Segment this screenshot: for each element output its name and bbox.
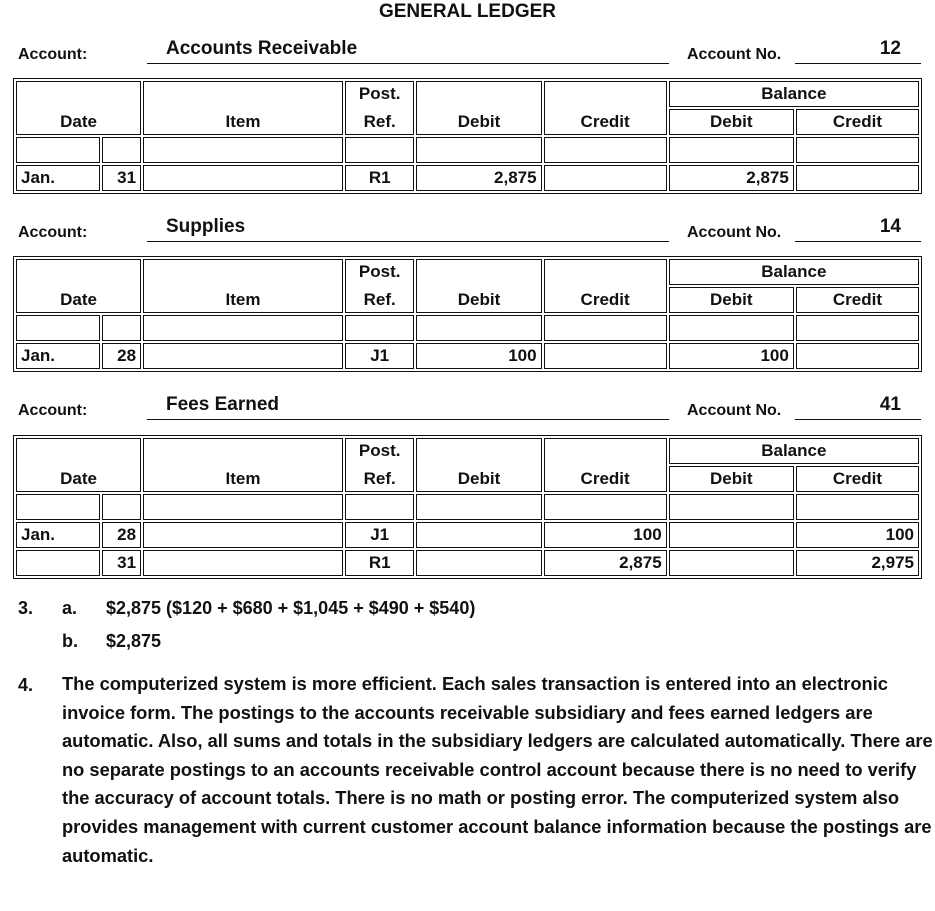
account-number: 14 [795, 216, 921, 242]
account-label: Account: [18, 46, 88, 63]
empty-cell [416, 494, 541, 520]
post-ref-cell: J1 [345, 343, 414, 369]
credit-header: Credit [544, 438, 667, 492]
balance-debit-cell: 100 [669, 343, 794, 369]
credit-cell [544, 165, 667, 191]
empty-cell [544, 137, 667, 163]
balance-debit-header: Debit [669, 466, 794, 492]
account-header [0, 36, 935, 66]
debit-cell [416, 522, 541, 548]
balance-debit-cell [669, 522, 794, 548]
empty-cell [796, 494, 919, 520]
month-cell: Jan. [16, 522, 100, 548]
post-ref-header [345, 438, 414, 492]
balance-header: Balance [669, 81, 919, 107]
debit-header: Debit [416, 438, 541, 492]
credit-header: Credit [544, 81, 667, 135]
balance-header: Balance [669, 259, 919, 285]
item-cell [143, 165, 343, 191]
header-row [16, 259, 919, 285]
account-name: Accounts Receivable [147, 38, 669, 64]
month-cell: Jan. [16, 165, 100, 191]
empty-cell [16, 137, 100, 163]
empty-cell [143, 315, 343, 341]
balance-credit-cell [796, 165, 919, 191]
post-label: Post. [358, 441, 401, 460]
empty-cell [16, 315, 100, 341]
empty-cell [796, 315, 919, 341]
empty-cell [143, 494, 343, 520]
answer-text: The computerized system is more efficient. Each sales transaction is entered into an electronic invoice form. The postings to the accounts receivable subsidiary and fees earned ledgers are automatic. Also, all sums and totals in the subsidiary ledgers are calculated automatically. There are no separate postings to an accounts receivable control account because there is no need to verify the accuracy of account totals. There is no math or posting error. The computerized system also provides management with current customer account balance information because the postings are automatic. [62, 673, 933, 866]
answer-number: 4. [18, 675, 34, 695]
account-number-label: Account No. [687, 224, 782, 241]
table-row [16, 550, 919, 576]
header-row [16, 438, 919, 464]
day-cell: 31 [102, 550, 141, 576]
post-ref-header [345, 259, 414, 313]
account-name: Supplies [147, 216, 669, 242]
empty-cell [16, 494, 100, 520]
balance-header: Balance [669, 438, 919, 464]
balance-credit-cell: 100 [796, 522, 919, 548]
balance-debit-header: Debit [669, 287, 794, 313]
balance-credit-cell [796, 343, 919, 369]
credit-cell [544, 343, 667, 369]
balance-debit-cell: 2,875 [669, 165, 794, 191]
credit-cell: 100 [544, 522, 667, 548]
item-cell [143, 550, 343, 576]
date-header: Date [16, 81, 141, 135]
account-number-label: Account No. [687, 402, 782, 419]
account-header [0, 214, 935, 244]
day-cell: 31 [102, 165, 141, 191]
empty-cell [669, 137, 794, 163]
blank-row [16, 137, 919, 163]
item-header: Item [143, 81, 343, 135]
balance-credit-header: Credit [796, 287, 919, 313]
debit-cell: 2,875 [416, 165, 541, 191]
account-label: Account: [18, 402, 88, 419]
date-header: Date [16, 438, 141, 492]
empty-cell [544, 494, 667, 520]
empty-cell [345, 494, 414, 520]
balance-debit-cell [669, 550, 794, 576]
empty-cell [345, 315, 414, 341]
answer-a-label: a. [62, 598, 78, 618]
answer-b-text: $2,875 [106, 631, 162, 651]
answer-a-text: $2,875 ($120 + $680 + $1,045 + $490 + $540) [106, 598, 476, 618]
empty-cell [416, 137, 541, 163]
empty-cell [102, 494, 141, 520]
balance-credit-cell: 2,975 [796, 550, 919, 576]
account-number-label: Account No. [687, 46, 782, 63]
credit-cell: 2,875 [544, 550, 667, 576]
empty-cell [669, 315, 794, 341]
debit-header: Debit [416, 259, 541, 313]
ledger-table [13, 78, 922, 194]
balance-credit-header: Credit [796, 109, 919, 135]
ref-label: Ref. [363, 469, 396, 488]
item-cell [143, 522, 343, 548]
empty-cell [345, 137, 414, 163]
page-title: GENERAL LEDGER [378, 1, 556, 22]
post-ref-cell: R1 [345, 550, 414, 576]
answer-number: 3. [18, 598, 34, 618]
item-header: Item [143, 259, 343, 313]
post-ref-cell: R1 [345, 165, 414, 191]
post-label: Post. [358, 262, 401, 281]
credit-header: Credit [544, 259, 667, 313]
empty-cell [669, 494, 794, 520]
blank-row [16, 315, 919, 341]
debit-header: Debit [416, 81, 541, 135]
ref-label: Ref. [363, 290, 396, 309]
ledger-table [13, 256, 922, 372]
account-header [0, 392, 935, 422]
post-ref-header [345, 81, 414, 135]
account-name: Fees Earned [147, 394, 669, 420]
account-number: 12 [795, 38, 921, 64]
blank-row [16, 494, 919, 520]
empty-cell [102, 137, 141, 163]
day-cell: 28 [102, 343, 141, 369]
table-row [16, 165, 919, 191]
month-cell [16, 550, 100, 576]
post-label: Post. [358, 84, 401, 103]
account-label: Account: [18, 224, 88, 241]
item-cell [143, 343, 343, 369]
item-header: Item [143, 438, 343, 492]
empty-cell [796, 137, 919, 163]
table-row [16, 522, 919, 548]
empty-cell [416, 315, 541, 341]
answer-b-label: b. [62, 631, 78, 651]
table-row [16, 343, 919, 369]
empty-cell [102, 315, 141, 341]
debit-cell: 100 [416, 343, 541, 369]
month-cell: Jan. [16, 343, 100, 369]
header-row [16, 81, 919, 107]
debit-cell [416, 550, 541, 576]
empty-cell [544, 315, 667, 341]
post-ref-cell: J1 [345, 522, 414, 548]
account-number: 41 [795, 394, 921, 420]
date-header: Date [16, 259, 141, 313]
ref-label: Ref. [363, 112, 396, 131]
balance-credit-header: Credit [796, 466, 919, 492]
balance-debit-header: Debit [669, 109, 794, 135]
ledger-table [13, 435, 922, 579]
day-cell: 28 [102, 522, 141, 548]
empty-cell [143, 137, 343, 163]
